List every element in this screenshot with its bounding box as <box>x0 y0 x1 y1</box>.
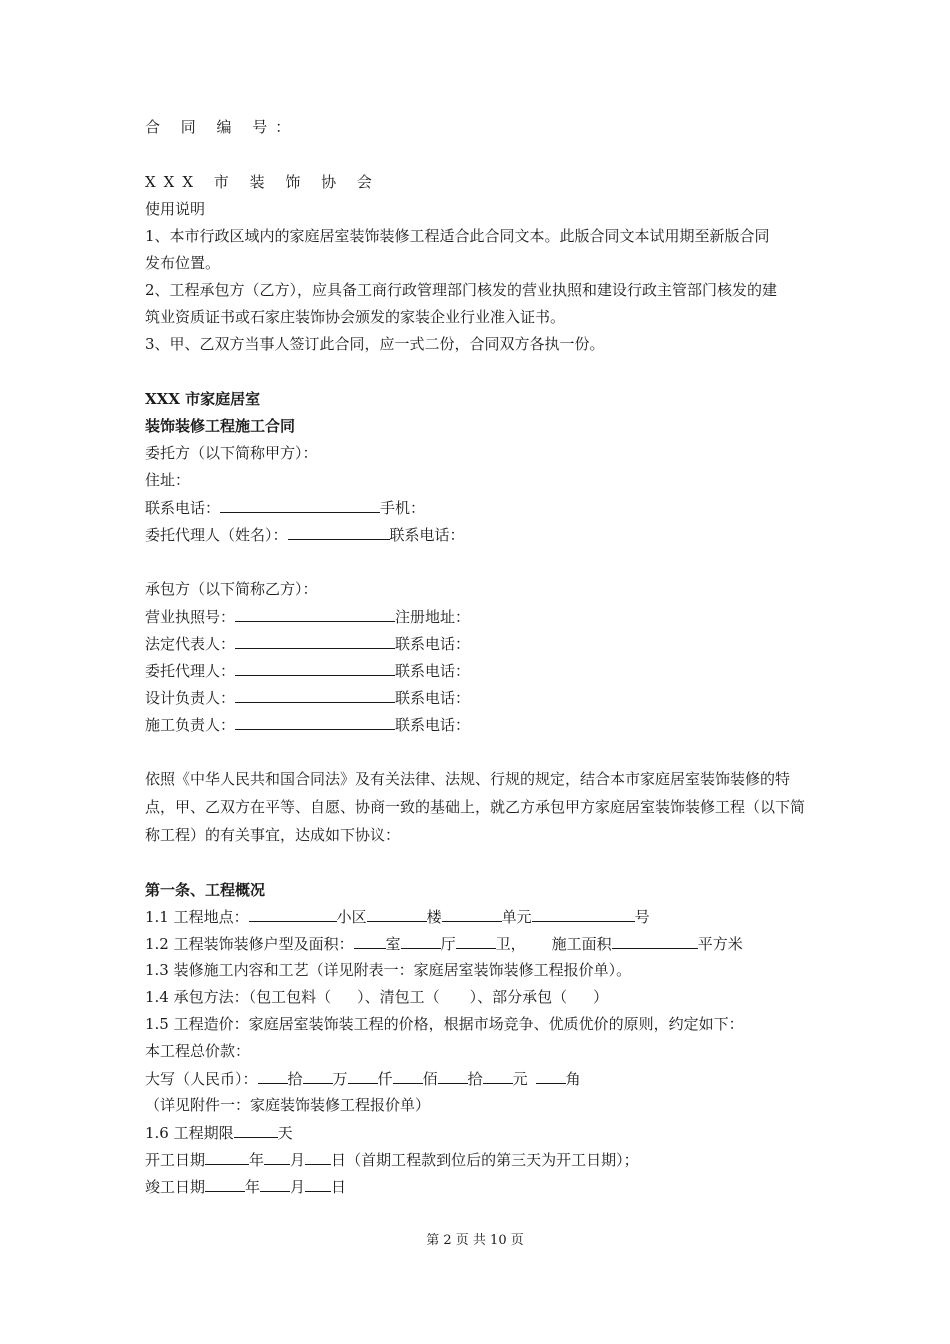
instructions-title: 使用说明 <box>145 200 206 218</box>
party-b-design-lead-label: 设计负责人： <box>145 689 236 707</box>
year-unit: 年 <box>245 1178 261 1196</box>
unit-blank[interactable] <box>442 906 502 922</box>
contract-title-line-1: XXX 市家庭居室 <box>145 390 261 408</box>
area-blank[interactable] <box>612 933 698 949</box>
section-1-1-row <box>145 906 650 927</box>
capital-amount-row <box>145 1068 581 1089</box>
party-b-license-blank[interactable] <box>235 606 395 622</box>
days-label: 天 <box>277 1124 293 1142</box>
party-b-agent-row <box>145 660 470 681</box>
party-b-heading: 承包方（以下简称乙方）： <box>145 580 318 598</box>
section-1-2-row <box>145 933 743 954</box>
finish-date-label: 竣工日期 <box>145 1178 206 1196</box>
area-label: 施工面积 <box>551 935 612 953</box>
shi-blank[interactable] <box>438 1068 468 1084</box>
start-month-blank[interactable] <box>264 1149 290 1165</box>
party-b-design-lead-blank[interactable] <box>235 687 395 703</box>
article-1-title: 第一条、工程概况 <box>145 881 266 899</box>
party-a-agent-label: 委托代理人（姓名）： <box>145 526 288 544</box>
instruction-1-line-2: 发布位置。 <box>145 254 221 272</box>
sqm-label: 平方米 <box>697 935 743 953</box>
building-blank[interactable] <box>367 906 427 922</box>
number-blank[interactable] <box>532 906 635 922</box>
option-partial: ）、部分承包（ <box>469 988 568 1006</box>
capital-label: 大写（人民币）： <box>145 1070 258 1088</box>
bai-blank[interactable] <box>393 1068 423 1084</box>
bath-label: 卫， <box>495 935 526 953</box>
finish-year-blank[interactable] <box>205 1176 245 1192</box>
community-blank[interactable] <box>249 906 337 922</box>
instruction-1-line-1: 1、本市行政区域内的家庭居室装饰装修工程适合此合同文本。此版合同文本试用期至新版合同 <box>145 227 770 245</box>
option-full-package: （包工包料（ <box>248 988 332 1006</box>
preamble-line-2: 点，甲、乙双方在平等、自愿、协商一致的基础上，就乙方承包甲方家庭居室装饰装修工程（以下简 <box>145 798 806 816</box>
party-b-reg-address-label: 注册地址： <box>395 608 471 626</box>
party-b-phone-label: 联系电话： <box>395 689 471 707</box>
party-b-legal-rep-label: 法定代表人： <box>145 635 236 653</box>
building-label: 楼 <box>426 908 442 926</box>
section-1-3: 1.3 装修施工内容和工艺（详见附表一：家庭居室装饰装修工程报价单）。 <box>145 961 632 979</box>
contract-number-label: 合 同 编 号： <box>145 118 299 136</box>
party-b-construction-lead-row <box>145 714 470 735</box>
party-b-legal-rep-blank[interactable] <box>235 633 395 649</box>
day-unit: 日 <box>331 1151 347 1169</box>
start-date-label: 开工日期 <box>145 1151 206 1169</box>
duration-blank[interactable] <box>234 1122 278 1138</box>
party-b-construction-lead-blank[interactable] <box>235 714 395 730</box>
finish-month-blank[interactable] <box>260 1176 290 1192</box>
party-b-design-lead-row <box>145 687 470 708</box>
section-1-1-label: 1.1 工程地点： <box>145 908 249 926</box>
party-a-phone-blank[interactable] <box>220 497 380 513</box>
yuan-unit: 元 <box>512 1070 528 1088</box>
party-a-agent-row <box>145 524 465 545</box>
party-b-agent-label: 委托代理人： <box>145 662 236 680</box>
party-b-agent-blank[interactable] <box>235 660 395 676</box>
month-unit: 月 <box>290 1151 306 1169</box>
page-footer: 第 2 页 共 10 页 <box>426 1233 524 1248</box>
unit-label: 单元 <box>501 908 532 926</box>
total-price-label: 本工程总价款： <box>145 1042 251 1060</box>
number-label: 号 <box>634 908 650 926</box>
month-unit: 月 <box>290 1178 306 1196</box>
option-labor-only: ）、清包工（ <box>357 988 440 1006</box>
party-b-license-row <box>145 606 470 627</box>
party-b-license-label: 营业执照号： <box>145 608 236 626</box>
association-name: XXX 市 装 饰 协 会 <box>145 173 380 191</box>
wan-blank[interactable] <box>303 1068 333 1084</box>
party-b-phone-label: 联系电话： <box>395 662 471 680</box>
jiao-blank[interactable] <box>536 1068 566 1084</box>
party-a-phone-row <box>145 497 425 518</box>
party-a-address: 住址： <box>145 471 191 489</box>
section-1-4-row <box>145 987 608 1007</box>
party-a-mobile-label: 手机： <box>380 499 426 517</box>
party-b-phone-label: 联系电话： <box>395 635 471 653</box>
section-1-5: 1.5 工程造价：家庭居室装饰装工程的价格，根据市场竞争、优质优价的原则，约定如下： <box>145 1015 744 1033</box>
see-attachment-note: （详见附件一：家庭装饰装修工程报价单） <box>145 1096 431 1114</box>
qian-blank[interactable] <box>348 1068 378 1084</box>
section-1-6-label: 1.6 工程期限 <box>145 1124 234 1142</box>
section-1-2-label: 1.2 工程装饰装修户型及面积： <box>145 935 354 953</box>
party-b-legal-rep-row <box>145 633 470 654</box>
start-date-note: （首期工程款到位后的第三天为开工日期）； <box>346 1151 639 1169</box>
room-label: 室 <box>385 935 401 953</box>
instruction-2-line-2: 筑业资质证书或石家庄装饰协会颁发的家装企业行业准入证书。 <box>145 308 566 326</box>
wan-unit: 万 <box>332 1070 348 1088</box>
year-unit: 年 <box>249 1151 265 1169</box>
qian-unit: 仟 <box>377 1070 393 1088</box>
party-a-agent-phone-label: 联系电话： <box>389 526 465 544</box>
bai-unit: 佰 <box>422 1070 438 1088</box>
option-close: ） <box>593 988 609 1006</box>
party-a-heading: 委托方（以下简称甲方）： <box>145 444 318 462</box>
community-label: 小区 <box>336 908 367 926</box>
start-year-blank[interactable] <box>205 1149 249 1165</box>
instruction-3: 3、甲、乙双方当事人签订此合同，应一式二份，合同双方各执一份。 <box>145 335 605 353</box>
instruction-2-line-1: 2、工程承包方（乙方），应具备工商行政管理部门核发的营业执照和建设行政主管部门核发的建 <box>145 281 778 299</box>
yuan-blank[interactable] <box>483 1068 513 1084</box>
party-b-phone-label: 联系电话： <box>395 716 471 734</box>
contract-title-line-2: 装饰装修工程施工合同 <box>145 417 296 435</box>
shi-wan-unit: 拾 <box>287 1070 303 1088</box>
hall-blank[interactable] <box>401 933 441 949</box>
party-a-phone-label: 联系电话： <box>145 499 221 517</box>
bath-blank[interactable] <box>456 933 496 949</box>
start-day-blank[interactable] <box>305 1149 331 1165</box>
finish-day-blank[interactable] <box>305 1176 331 1192</box>
day-unit: 日 <box>331 1178 347 1196</box>
section-1-4-label: 1.4 承包方法： <box>145 988 249 1006</box>
preamble-line-3: 称工程）的有关事宜，达成如下协议： <box>145 826 401 844</box>
shi-unit: 拾 <box>467 1070 483 1088</box>
party-a-agent-blank[interactable] <box>288 524 390 540</box>
jiao-unit: 角 <box>565 1070 581 1088</box>
preamble-line-1: 依照《中华人民共和国合同法》及有关法律、法规、行规的规定，结合本市家庭居室装饰装修的特 <box>145 770 791 788</box>
shi-wan-blank[interactable] <box>258 1068 288 1084</box>
start-date-row <box>145 1149 639 1170</box>
party-b-construction-lead-label: 施工负责人： <box>145 716 236 734</box>
hall-label: 厅 <box>440 935 456 953</box>
section-1-6-row <box>145 1122 293 1143</box>
finish-date-row <box>145 1176 346 1197</box>
room-blank[interactable] <box>354 933 386 949</box>
